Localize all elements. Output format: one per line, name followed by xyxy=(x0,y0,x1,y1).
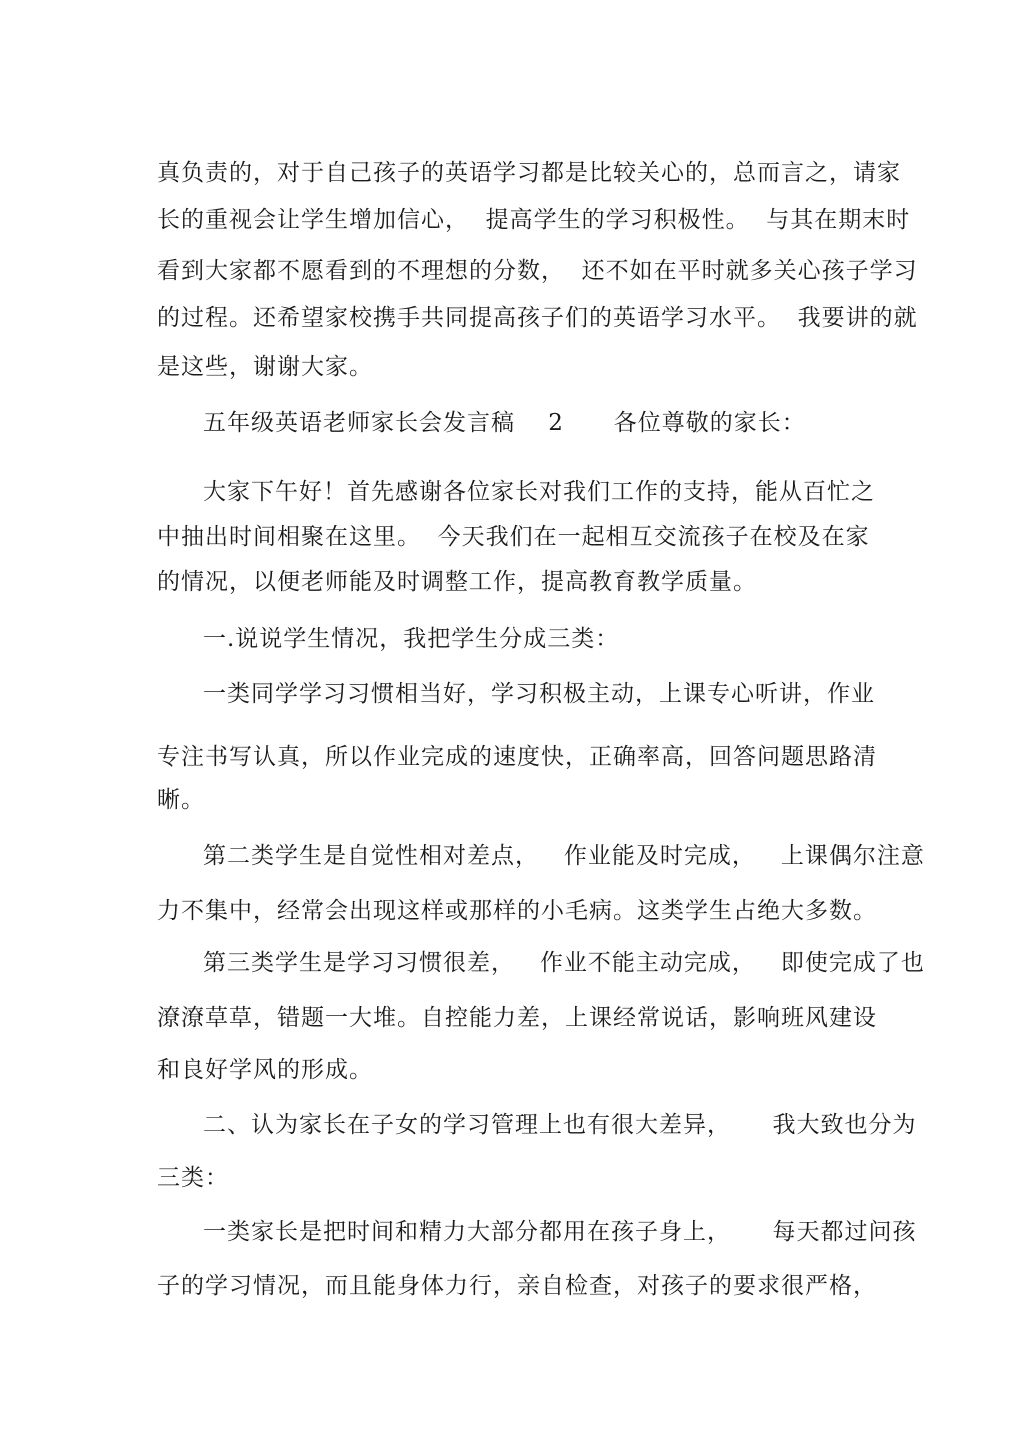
text-line: 第三类学生是学习习惯很差， 作业不能主动完成， 即使完成了也 xyxy=(203,950,925,976)
text-line: 子的学习情况，而且能身体力行，亲自检查，对孩子的要求很严格， xyxy=(157,1273,877,1299)
text-line: 一类家长是把时间和精力大部分都用在孩子身上， 每天都过问孩 xyxy=(203,1219,917,1245)
text-line: 大家下午好！首先感谢各位家长对我们工作的支持，能从百忙之 xyxy=(203,479,875,505)
section-heading: 二、认为家长在子女的学习管理上也有很大差异， 我大致也分为 xyxy=(203,1112,917,1138)
text-line: 长的重视会让学生增加信心， 提高学生的学习积极性。 与其在期末时 xyxy=(157,207,911,233)
text-line: 专注书写认真，所以作业完成的速度快，正确率高，回答问题思路清 xyxy=(157,744,877,770)
text-line: 是这些，谢谢大家。 xyxy=(157,354,373,380)
section-heading: 一.说说学生情况，我把学生分成三类： xyxy=(203,626,620,652)
text-line: 真负责的，对于自己孩子的英语学习都是比较关心的，总而言之，请家 xyxy=(157,160,901,186)
text-line: 潦潦草草，错题一大堆。自控能力差，上课经常说话，影响班风建设 xyxy=(157,1005,877,1031)
text-line: 晰。 xyxy=(157,787,205,813)
text-line: 看到大家都不愿看到的不理想的分数， 还不如在平时就多关心孩子学习 xyxy=(157,258,918,284)
text-line: 中抽出时间相聚在这里。 今天我们在一起相互交流孩子在校及在家 xyxy=(157,524,870,550)
text-line: 一类同学学习习惯相当好，学习积极主动，上课专心听讲，作业 xyxy=(203,681,875,707)
text-line: 和良好学风的形成。 xyxy=(157,1057,373,1083)
text-line: 第二类学生是自觉性相对差点， 作业能及时完成， 上课偶尔注意 xyxy=(203,843,925,869)
document-subtitle: 五年级英语老师家长会发言稿 2 各位尊敬的家长： xyxy=(203,410,806,436)
text-line: 力不集中，经常会出现这样或那样的小毛病。这类学生占绝大多数。 xyxy=(157,898,877,924)
text-line: 的过程。还希望家校携手共同提高孩子们的英语学习水平。 我要讲的就 xyxy=(157,305,918,331)
text-line: 的情况，以便老师能及时调整工作，提高教育教学质量。 xyxy=(157,569,757,595)
text-line: 三类： xyxy=(157,1165,229,1191)
